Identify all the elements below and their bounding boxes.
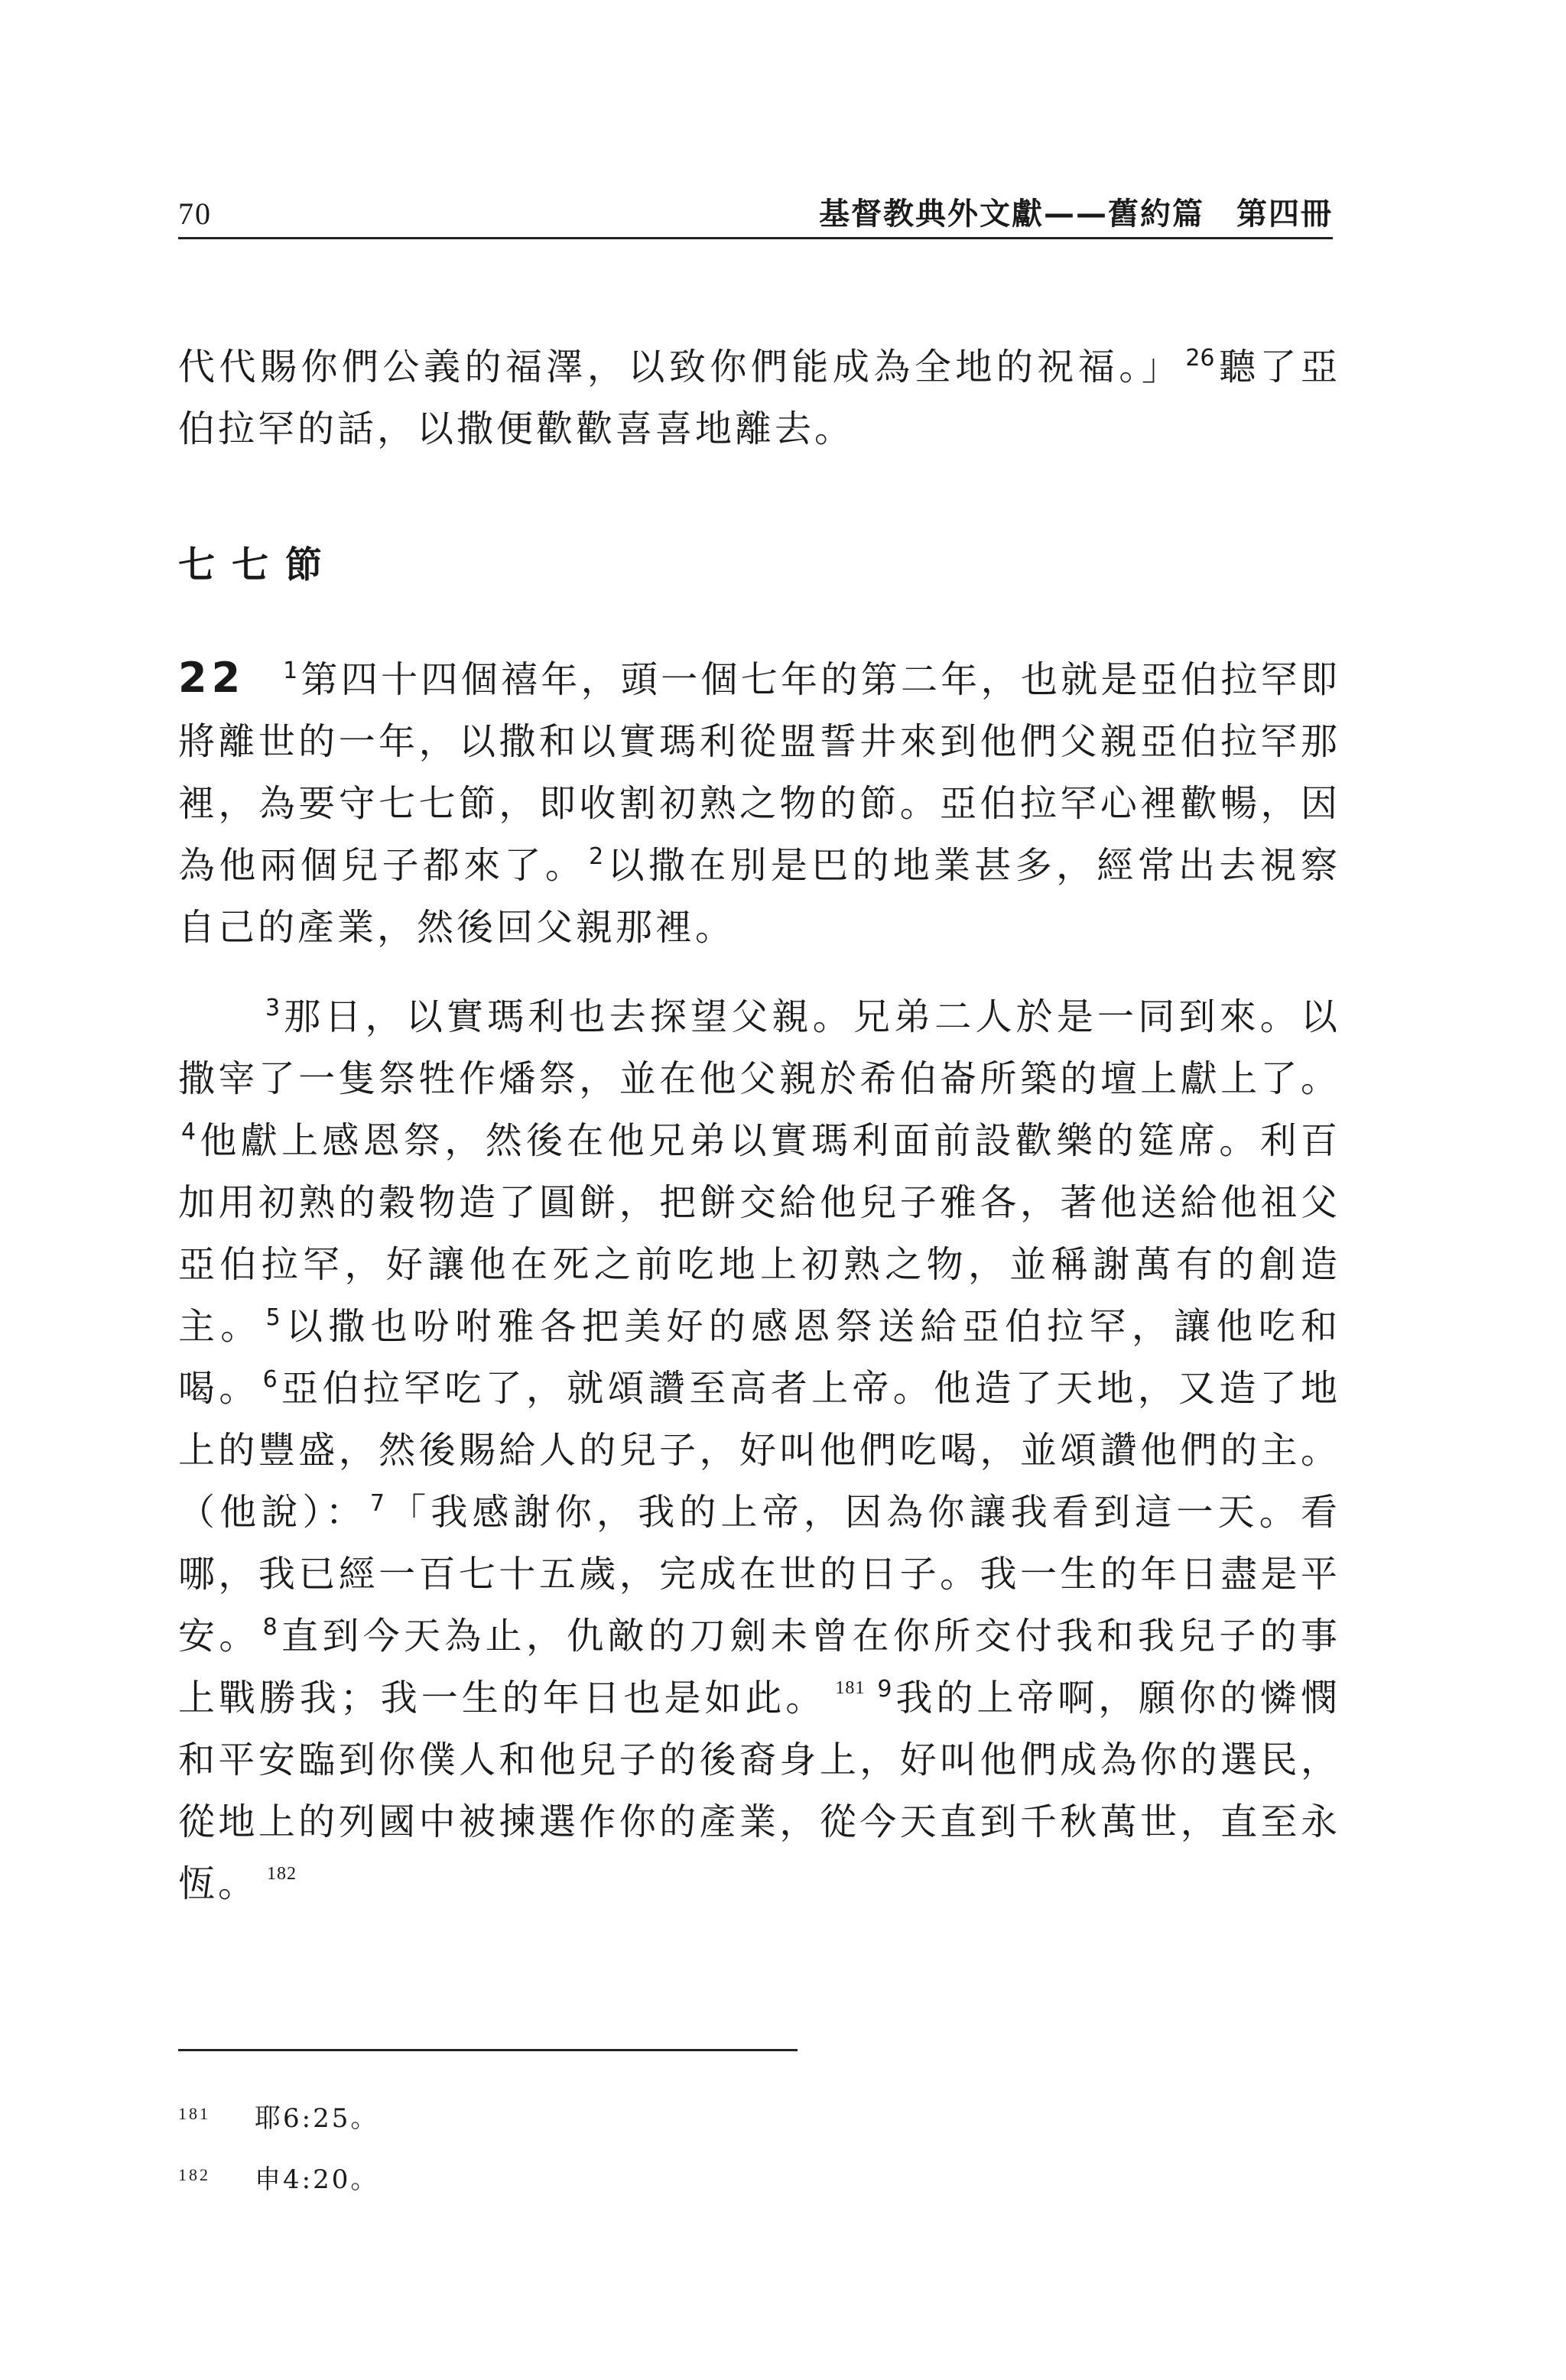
footnotes — [178, 2083, 943, 2206]
verse-text-1: 第四十四個禧年，頭一個七年的第二年，也就是亞伯拉罕即將離世的一年，以撒和以實瑪利從盟誓井來到他們父親亞伯拉罕那裡，為要守七七節，即收割初熟之物的節。亞伯拉罕心裡歡暢，因為他兩個兒子都來了。 — [178, 658, 1340, 887]
verse-number-1: 1 — [283, 658, 298, 684]
verse-number-9: 9 — [877, 1676, 892, 1703]
footnote-181 — [178, 2083, 943, 2145]
intro-text-b: 聽了亞伯拉罕的話，以撒便歡歡喜喜地離去。 — [178, 346, 1340, 450]
verse-text-7: 「我感謝你，我的上帝，因為你讓我看到這一天。看哪，我已經一百七十五歲，完成在世的日子。我一生的年日盡是平安。 — [178, 1491, 1340, 1658]
verse-number-2: 2 — [589, 843, 604, 870]
verse-number-3: 3 — [265, 995, 281, 1021]
verse-number-8: 8 — [262, 1614, 278, 1641]
verse-text-2: 以撒在別是巴的地業甚多，經常出去視察自己的產業，然後回父親那裡。 — [178, 844, 1340, 949]
chapter-paragraph-1 — [178, 647, 1340, 959]
verse-text-8: 直到今天為止，仇敵的刀劍未曾在你所交付我和我兒子的事上戰勝我；我一生的年日也是如此。 — [178, 1615, 1340, 1719]
chapter-number: 22 — [178, 654, 245, 702]
verse-number-6: 6 — [262, 1366, 278, 1393]
chapter-paragraph-2 — [178, 986, 1340, 1915]
verse-number-4: 4 — [181, 1119, 197, 1145]
running-header — [178, 182, 1333, 235]
verse-text-6: 亞伯拉罕吃了，就頌讚至高者上帝。他造了天地，又造了地上的豐盛，然後賜給人的兒子，好叫他們吃喝，並頌讚他們的主。（他說）： — [178, 1367, 1340, 1534]
verse-text-5: 以撒也吩咐雅各把美好的感恩祭送給亞伯拉罕，讓他吃和喝。 — [178, 1305, 1340, 1410]
footnote-rule — [178, 2049, 798, 2051]
footnote-mark: 182 — [178, 2165, 210, 2184]
verse-number-26: 26 — [1185, 345, 1215, 372]
running-title: 基督教典外文獻——舊約篇 第四冊 — [819, 196, 1333, 232]
verse-text-3: 那日，以實瑪利也去探望父親。兄弟二人於是一同到來。以撒宰了一隻祭牲作燔祭，並在他父親於希伯崙所築的壇上獻上了。 — [178, 995, 1340, 1100]
intro-paragraph — [178, 336, 1340, 460]
footnote-182 — [178, 2145, 943, 2206]
footnote-text: 申4:20。 — [255, 2164, 379, 2195]
section-title: 七七節 — [178, 544, 340, 586]
header-rule — [178, 237, 1333, 239]
footnote-ref-182[interactable]: 182 — [267, 1864, 297, 1884]
verse-text-4: 他獻上感恩祭，然後在他兄弟以實瑪利面前設歡樂的筵席。利百加用初熟的穀物造了圓餅，把餅交給他兒子雅各，著他送給他祖父亞伯拉罕，好讓他在死之前吃地上初熟之物，並稱謝萬有的創造主。 — [178, 1119, 1340, 1348]
intro-text-a: 代代賜你們公義的福澤，以致你們能成為全地的祝福。」 — [178, 346, 1183, 388]
verse-number-5: 5 — [265, 1304, 281, 1331]
footnote-ref-181[interactable]: 181 — [835, 1678, 866, 1698]
footnote-mark: 181 — [178, 2104, 210, 2123]
verse-text-9: 我的上帝啊，願你的憐憫和平安臨到你僕人和他兒子的後裔身上，好叫他們成為你的選民，從地上的列國中被揀選作你的產業，從今天直到千秋萬世，直至永恆。 — [178, 1677, 1340, 1905]
page-number: 70 — [178, 196, 212, 231]
footnote-text: 耶6:25。 — [255, 2103, 379, 2134]
verse-number-7: 7 — [369, 1490, 385, 1517]
